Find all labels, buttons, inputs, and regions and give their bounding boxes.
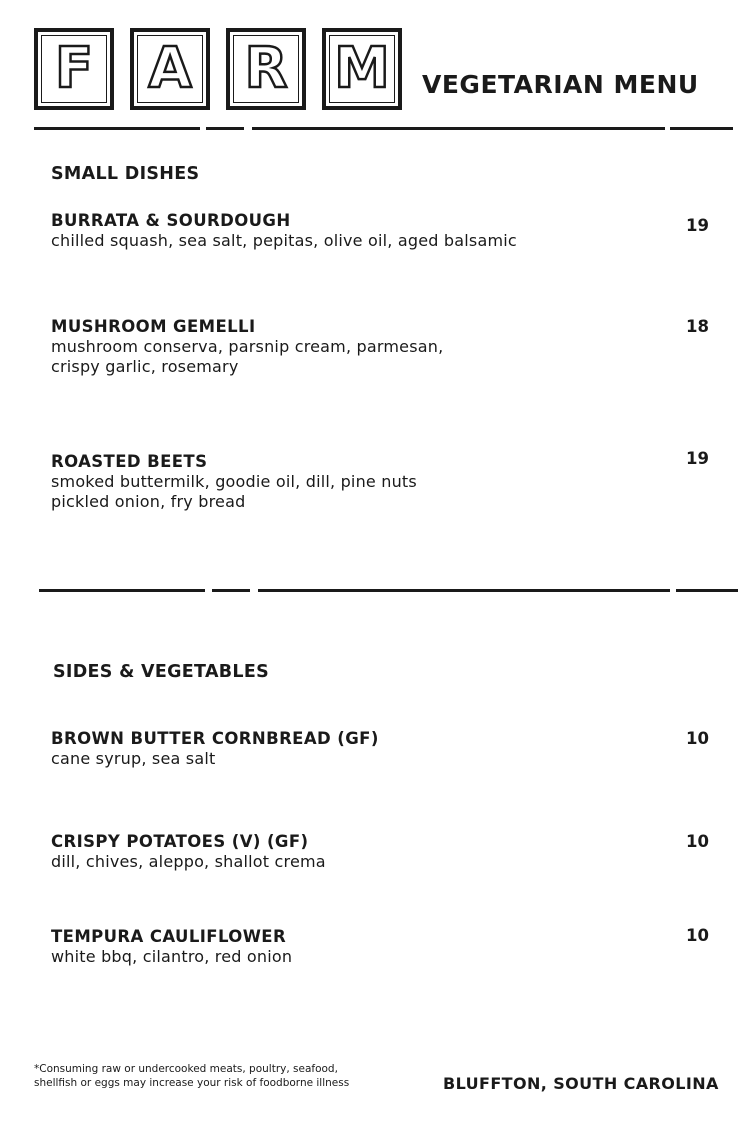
divider-segment — [206, 127, 244, 130]
item-price: 19 — [686, 449, 709, 468]
item-desc: pickled onion, fry bread — [51, 492, 246, 511]
logo-letter-r: R — [244, 36, 288, 101]
item-name: MUSHROOM GEMELLI — [51, 317, 256, 336]
item-desc: chilled squash, sea salt, pepitas, olive oil, aged balsamic — [51, 231, 517, 250]
item-desc: cane syrup, sea salt — [51, 749, 216, 768]
section-title-sides-vegetables: SIDES & VEGETABLES — [53, 662, 270, 682]
item-desc: white bbq, cilantro, red onion — [51, 947, 293, 966]
divider-segment — [258, 589, 670, 592]
section-title-small-dishes: SMALL DISHES — [51, 164, 200, 184]
location: BLUFFTON, SOUTH CAROLINA — [443, 1074, 719, 1093]
logo-letter-m: M — [334, 36, 390, 101]
item-price: 18 — [686, 317, 709, 336]
item-name: BURRATA & SOURDOUGH — [51, 211, 291, 230]
item-desc: smoked buttermilk, goodie oil, dill, pine nuts — [51, 472, 417, 491]
menu-item — [51, 832, 651, 872]
divider-segment — [252, 127, 665, 130]
divider-segment — [676, 589, 738, 592]
divider-segment — [212, 589, 250, 592]
menu-item — [51, 729, 651, 769]
disclaimer-line: shellfish or eggs may increase your risk of foodborne illness — [34, 1077, 350, 1089]
divider-segment — [670, 127, 733, 130]
item-desc: dill, chives, aleppo, shallot crema — [51, 852, 326, 871]
menu-item — [51, 927, 651, 967]
logo-box-m — [322, 28, 402, 110]
menu-title: VEGETARIAN MENU — [422, 70, 699, 99]
item-price: 19 — [686, 216, 709, 235]
logo-letter-a: A — [148, 36, 192, 101]
item-name: CRISPY POTATOES (V) (GF) — [51, 832, 309, 851]
item-desc: mushroom conserva, parsnip cream, parmesan, — [51, 337, 444, 356]
item-price: 10 — [686, 926, 709, 945]
logo-box-r — [226, 28, 306, 110]
item-desc: crispy garlic, rosemary — [51, 357, 239, 376]
logo-letter-f: F — [54, 36, 94, 101]
disclaimer-line: *Consuming raw or undercooked meats, poultry, seafood, — [34, 1063, 338, 1075]
menu-item — [51, 452, 651, 512]
item-price: 10 — [686, 832, 709, 851]
menu-item — [51, 317, 651, 377]
logo-box-a — [130, 28, 210, 110]
item-name: ROASTED BEETS — [51, 452, 208, 471]
logo-box-f — [34, 28, 114, 110]
menu-item — [51, 211, 651, 251]
disclaimer — [34, 1062, 394, 1090]
item-name: TEMPURA CAULIFLOWER — [51, 927, 287, 946]
item-name: BROWN BUTTER CORNBREAD (GF) — [51, 729, 379, 748]
item-price: 10 — [686, 729, 709, 748]
divider-segment — [39, 589, 205, 592]
divider-segment — [34, 127, 200, 130]
